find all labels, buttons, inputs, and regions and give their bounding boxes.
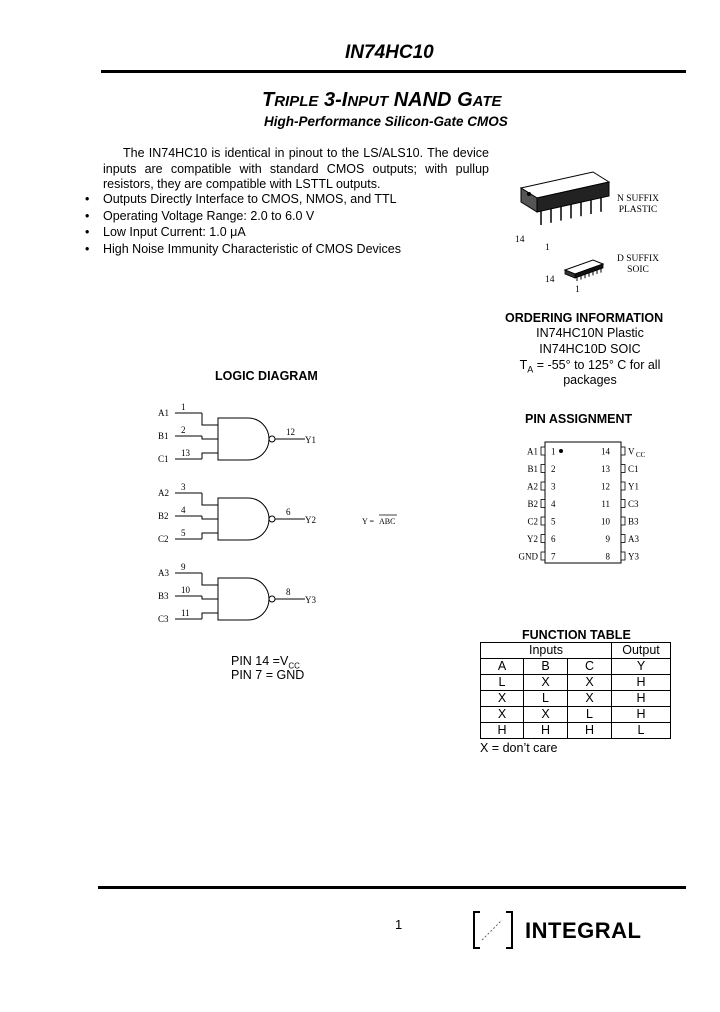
pin-number-left: 4	[551, 499, 556, 509]
title-word-4-rest: ATE	[472, 93, 502, 110]
footer-rule	[98, 886, 686, 889]
input-wire	[202, 493, 218, 505]
table-cell: X	[568, 675, 612, 691]
pin14-subscript: CC	[288, 661, 300, 671]
pin-stub	[541, 500, 545, 508]
pin-name-left: GND	[518, 551, 538, 562]
title-word-1-rest: RIPLE	[274, 93, 319, 110]
table-cell: H	[612, 707, 671, 723]
gate-input-pin: 13	[181, 448, 190, 458]
pin-name-left: Y2	[527, 534, 538, 544]
ordering-temp-line2: packages	[563, 373, 617, 387]
gate-input-pin: 10	[181, 585, 190, 595]
pin-stub	[541, 552, 545, 560]
ordering-line: IN74HC10D SOIC	[539, 342, 641, 356]
brand-name: INTEGRAL	[525, 918, 642, 943]
column-header: B	[524, 659, 568, 675]
d-type-text: SOIC	[627, 265, 649, 275]
gate-input-pin: 5	[181, 528, 186, 538]
pin-stub	[621, 517, 625, 525]
pin-stub	[541, 517, 545, 525]
feature-item: • Outputs Directly Interface to CMOS, NMOS, and TTL	[82, 191, 401, 208]
pin-name-right: C1	[628, 464, 639, 474]
title-word-1-cap: T	[262, 89, 275, 111]
d-suffix-text: D SUFFIX	[617, 254, 659, 264]
page-title	[262, 89, 502, 112]
feature-item: • Low Input Current: 1.0 μA	[82, 224, 401, 241]
input-wire	[202, 516, 218, 519]
logic-diagram-title: LOGIC DIAGRAM	[215, 369, 318, 383]
pin-stub	[541, 447, 545, 455]
table-row	[481, 675, 671, 691]
table-cell: H	[568, 723, 612, 739]
gate-input-label: C3	[158, 614, 169, 624]
function-table	[480, 642, 671, 739]
ordering-line: IN74HC10N Plastic	[536, 326, 644, 340]
logic-diagram	[150, 400, 420, 635]
feature-item: • High Noise Immunity Characteristic of CMOS Devices	[82, 241, 401, 258]
column-header: Y	[612, 659, 671, 675]
pin-name-right: C3	[628, 499, 639, 509]
integral-logo-icon	[472, 910, 514, 950]
input-wire	[202, 436, 218, 439]
input-wire	[202, 453, 218, 459]
column-header: C	[568, 659, 612, 675]
pin-number-right: 9	[605, 534, 610, 544]
pin-number-right: 8	[605, 551, 610, 562]
table-cell: X	[524, 675, 568, 691]
pin-name-left: B1	[527, 464, 538, 474]
table-cell: X	[524, 707, 568, 723]
pin-stub	[541, 482, 545, 490]
temp-range: = -55° to 125° C for all	[533, 358, 661, 372]
input-wire	[202, 573, 218, 585]
pin-name-left: C2	[527, 516, 538, 527]
input-wire	[202, 533, 218, 539]
gate-output-pin: 8	[286, 587, 291, 597]
pin7-note: PIN 7 = GND	[231, 668, 305, 682]
pin-stub	[621, 535, 625, 543]
table-cell: L	[568, 707, 612, 723]
gate-input-pin: 4	[181, 505, 186, 515]
nand-gate-symbol	[218, 418, 269, 460]
header-rule	[101, 70, 686, 73]
gate-input-pin: 1	[181, 402, 186, 412]
pin-number-left: 5	[551, 516, 556, 527]
gate-input-label: B2	[158, 511, 169, 521]
pin-name-right: B3	[628, 516, 639, 527]
pin-name-left: A2	[527, 481, 538, 492]
dip-package-icon	[521, 172, 609, 225]
table-row	[481, 691, 671, 707]
n-type-text: PLASTIC	[618, 205, 658, 215]
gate-input-pin: 9	[181, 562, 186, 572]
title-word-4-cap: G	[457, 89, 473, 111]
ordering-title: ORDERING INFORMATION	[505, 311, 664, 325]
pin-stub	[621, 482, 625, 490]
pin-stub	[621, 500, 625, 508]
pin-number-left: 2	[551, 464, 556, 474]
table-cell: H	[481, 723, 524, 739]
function-table-note: X = don’t care	[480, 741, 558, 755]
table-cell: X	[481, 707, 524, 723]
table-cell: L	[481, 675, 524, 691]
table-row	[481, 723, 671, 739]
pin-name-right: A3	[628, 534, 639, 544]
pin-name-subscript: CC	[636, 451, 646, 459]
n-suffix-label	[608, 194, 668, 216]
gate-input-pin: 2	[181, 425, 186, 435]
gate-input-label: A2	[158, 488, 169, 498]
title-word-2-cap: 3-I	[323, 89, 348, 111]
nand-gate-symbol	[218, 498, 269, 540]
nand-gate-symbol	[218, 578, 269, 620]
gate-input-label: C2	[158, 534, 169, 544]
pin-stub	[621, 447, 625, 455]
document-header-title: IN74HC10	[345, 42, 434, 63]
pin-number-right: 14	[601, 446, 610, 457]
inverter-bubble	[269, 596, 275, 602]
gate-input-label: B3	[158, 591, 169, 601]
pin-number-right: 11	[601, 499, 610, 509]
feature-item: • Operating Voltage Range: 2.0 to 6.0 V	[82, 208, 401, 225]
pin-name-right: Y3	[628, 551, 639, 562]
feature-list	[82, 191, 401, 257]
output-header: Output	[612, 643, 671, 659]
gate-output-pin: 12	[286, 427, 295, 437]
pin-number-left: 3	[551, 481, 556, 492]
intro-paragraph: The IN74HC10 is identical in pinout to the LS/ALS10. The device inputs are compatible with standard CMOS outputs; with pullup resistors, they are compatible with LSTTL outputs.	[103, 146, 489, 191]
table-header-row	[481, 659, 671, 675]
pin-stub	[541, 535, 545, 543]
d-suffix-label	[608, 254, 668, 276]
temp-subscript: A	[527, 364, 534, 375]
gate-output-label: Y1	[305, 435, 316, 445]
pin14-text: PIN 14 =V	[231, 654, 289, 668]
title-word-3: NAND	[393, 89, 452, 111]
page-subtitle: High-Performance Silicon-Gate CMOS	[264, 114, 508, 129]
inverter-bubble	[269, 516, 275, 522]
input-wire	[202, 596, 218, 599]
gate-input-label: B1	[158, 431, 169, 441]
pin-number-left: 1	[551, 446, 556, 457]
input-wire	[202, 413, 218, 425]
table-cell: L	[612, 723, 671, 739]
pin-assignment-title: PIN ASSIGNMENT	[525, 412, 633, 426]
pin-stub	[621, 552, 625, 560]
d-pin1-label: 1	[575, 285, 580, 295]
gate-input-pin: 3	[181, 482, 186, 492]
gate-output-label: Y3	[305, 595, 316, 605]
pin-number-right: 10	[601, 516, 610, 527]
page-number: 1	[395, 917, 403, 932]
n-pin14-label: 14	[515, 235, 525, 245]
equation-rhs: ABC	[379, 517, 396, 526]
input-wire	[202, 613, 218, 619]
pin-number-left: 6	[551, 534, 556, 544]
pin-name-left: A1	[527, 446, 538, 457]
table-cell: H	[612, 675, 671, 691]
table-row	[481, 707, 671, 723]
pin-name-right: V	[628, 446, 635, 457]
pin-number-left: 7	[551, 551, 556, 562]
pin-name-right: Y1	[628, 481, 639, 492]
pin1-dot	[559, 449, 563, 453]
pin-number-right: 12	[601, 481, 610, 492]
gate-output-label: Y2	[305, 515, 316, 525]
gate-input-label: A3	[158, 568, 169, 578]
package-illustrations	[505, 160, 620, 295]
table-cell: L	[524, 691, 568, 707]
pin-name-left: B2	[527, 499, 538, 509]
gate-input-pin: 11	[181, 608, 190, 618]
table-cell: H	[524, 723, 568, 739]
n-pin1-label: 1	[545, 243, 550, 253]
n-suffix-text: N SUFFIX	[617, 194, 659, 204]
gate-input-label: C1	[158, 454, 169, 464]
table-cell: H	[612, 691, 671, 707]
table-cell: X	[568, 691, 612, 707]
title-word-2-rest: NPUT	[347, 93, 389, 110]
inputs-header: Inputs	[481, 643, 612, 659]
equation-lhs: Y =	[362, 517, 374, 526]
pin-number-right: 13	[601, 464, 610, 474]
table-cell: X	[481, 691, 524, 707]
column-header: A	[481, 659, 524, 675]
gate-output-pin: 6	[286, 507, 291, 517]
pin-stub	[621, 465, 625, 473]
soic-package-icon	[565, 260, 603, 281]
inverter-bubble	[269, 436, 275, 442]
function-table-title: FUNCTION TABLE	[522, 628, 631, 642]
pin-assignment-diagram	[505, 440, 665, 565]
temp-symbol: T	[519, 358, 528, 372]
d-pin14-label: 14	[545, 275, 555, 285]
gate-input-label: A1	[158, 408, 169, 418]
pin-stub	[541, 465, 545, 473]
table-header-row	[481, 643, 671, 659]
